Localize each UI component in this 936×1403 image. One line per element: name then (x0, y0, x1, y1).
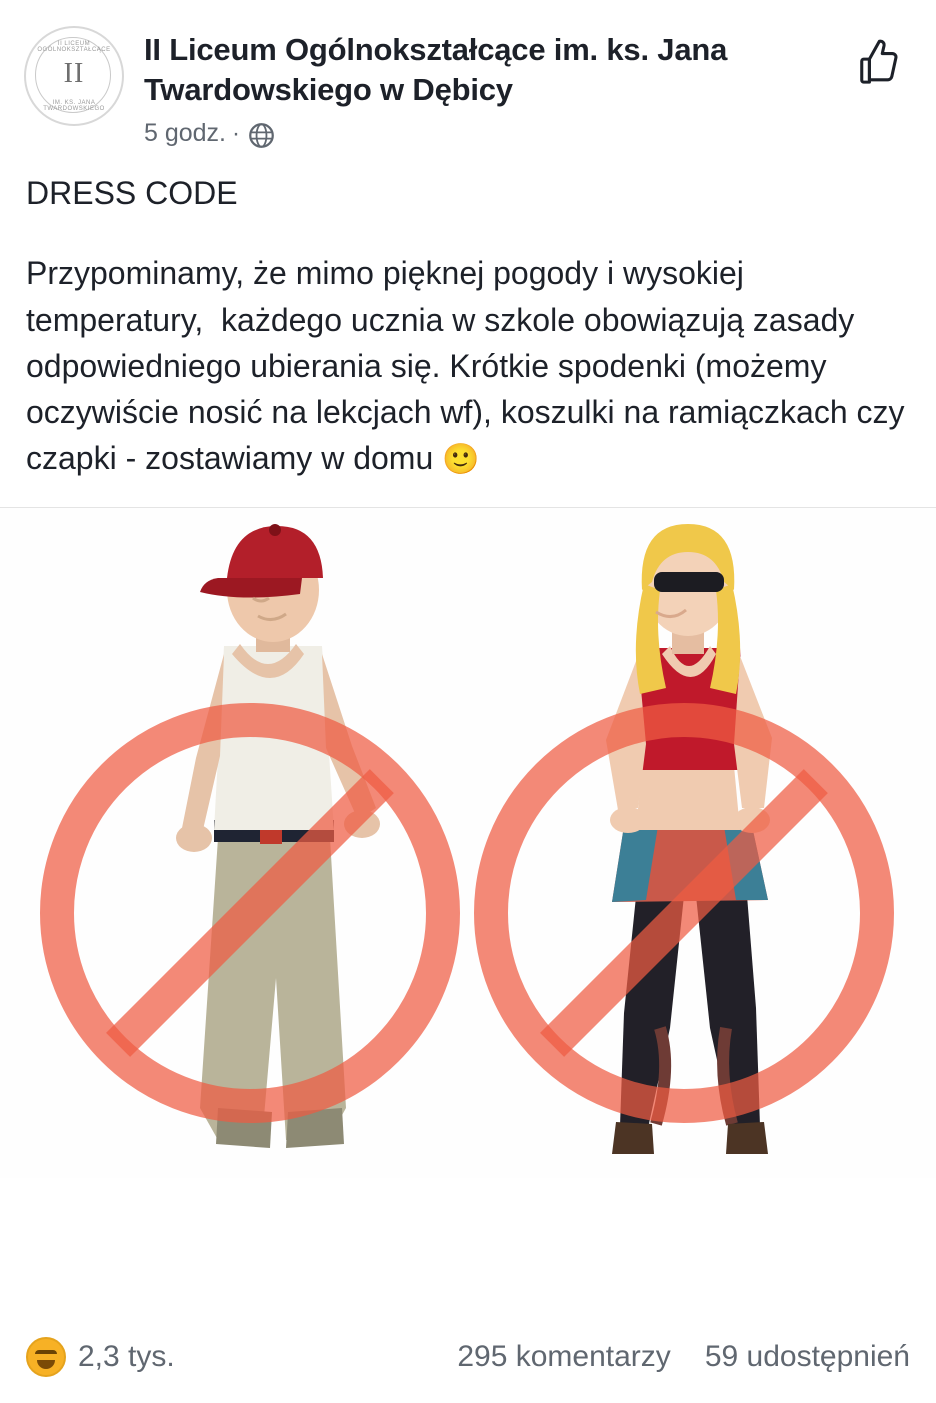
post-timestamp[interactable]: 5 godz. (144, 119, 227, 148)
post-body (0, 148, 936, 481)
post-header (0, 0, 936, 148)
post-title: DRESS CODE (26, 175, 238, 212)
post-text (26, 250, 914, 481)
post-footer (0, 1323, 936, 1403)
avatar-monogram: II (63, 58, 85, 89)
thumbs-up-icon[interactable] (856, 36, 902, 88)
post-text-content: Przypominamy, że mimo pięknej pogody i wysokiej temperatury, każdego ucznia w szkole obowiązują zasady odpowiedniego ubierania się. Krótkie spodenki (możemy oczywiście nosić na lekcjach wf), koszulki na ramiączkach czy czapki - zostawiamy w domu (26, 255, 914, 476)
post-header-text (144, 26, 912, 148)
smiley-emoji: 🙂 (442, 442, 480, 476)
haha-reaction-icon (26, 1337, 66, 1377)
reaction-count: 2,3 tys. (78, 1340, 175, 1373)
globe-icon[interactable] (248, 122, 275, 149)
page-name[interactable]: II Liceum Ogólnokształcące im. ks. Jana Twardowskiego w Dębicy (144, 32, 728, 107)
avatar-arc-bottom: IM. KS. JANA TWARDOWSKIEGO (43, 100, 105, 112)
share-count[interactable]: 59 udostępnień (704, 1340, 910, 1373)
post-meta (144, 119, 912, 148)
meta-separator: · (232, 119, 241, 147)
reactions-summary[interactable] (26, 1337, 175, 1377)
no-entry-sign (474, 703, 894, 1123)
comment-count[interactable]: 295 komentarzy (457, 1340, 671, 1373)
post-image[interactable] (0, 507, 936, 1178)
no-entry-sign (40, 703, 460, 1123)
avatar-arc-top: II LICEUM OGÓLNOKSZTAŁCĄCE (37, 41, 111, 53)
avatar[interactable] (24, 26, 124, 126)
post-stats (457, 1340, 910, 1374)
